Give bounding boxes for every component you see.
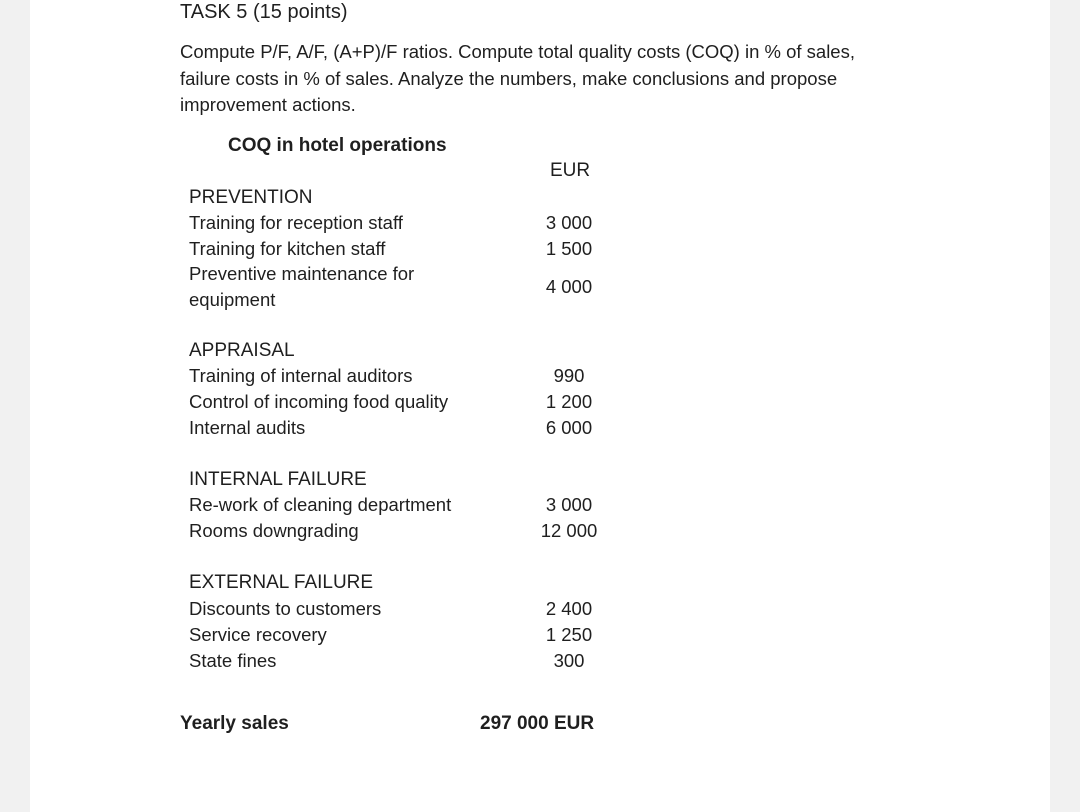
currency-header: EUR [549, 160, 591, 181]
row-value: 2 400 [545, 598, 593, 619]
row-value: 1 500 [545, 238, 593, 259]
row-value: 1 250 [545, 624, 593, 645]
row-label: Discounts to customers [189, 598, 382, 619]
row-label: Preventive maintenance for equipment [189, 263, 415, 310]
section-heading-prevention: PREVENTION [189, 187, 313, 208]
row-value: 300 [553, 650, 585, 671]
row-label: Training for kitchen staff [189, 238, 386, 259]
row-label: Internal audits [189, 417, 306, 438]
section-heading-external-failure: EXTERNAL FAILURE [189, 572, 374, 593]
row-value: 3 000 [545, 212, 593, 233]
table-title: COQ in hotel operations [228, 135, 447, 156]
row-value: 4 000 [545, 276, 593, 297]
yearly-sales-value: 297 000 EUR [480, 713, 595, 734]
row-value: 3 000 [545, 494, 593, 515]
task-description: Compute P/F, A/F, (A+P)/F ratios. Compute total quality costs (COQ) in % of sales, failure costs in % of sales. Analyze the numbers, make conclusions and propose improvement actions. [180, 41, 855, 115]
task-title: TASK 5 (15 points) [180, 1, 348, 23]
section-heading-appraisal: APPRAISAL [189, 340, 295, 361]
row-label: Rooms downgrading [189, 520, 359, 541]
yearly-sales-label: Yearly sales [180, 713, 289, 734]
row-value: 12 000 [540, 520, 598, 541]
section-heading-internal-failure: INTERNAL FAILURE [189, 469, 367, 490]
row-value: 1 200 [545, 391, 593, 412]
document-page [30, 0, 1050, 812]
row-label: Service recovery [189, 624, 327, 645]
row-value: 6 000 [545, 417, 593, 438]
row-label: Control of incoming food quality [189, 391, 449, 412]
row-value: 990 [553, 365, 585, 386]
row-label: Re-work of cleaning department [189, 494, 452, 515]
row-label: State fines [189, 650, 277, 671]
row-label: Training of internal auditors [189, 365, 413, 386]
row-label: Training for reception staff [189, 212, 403, 233]
